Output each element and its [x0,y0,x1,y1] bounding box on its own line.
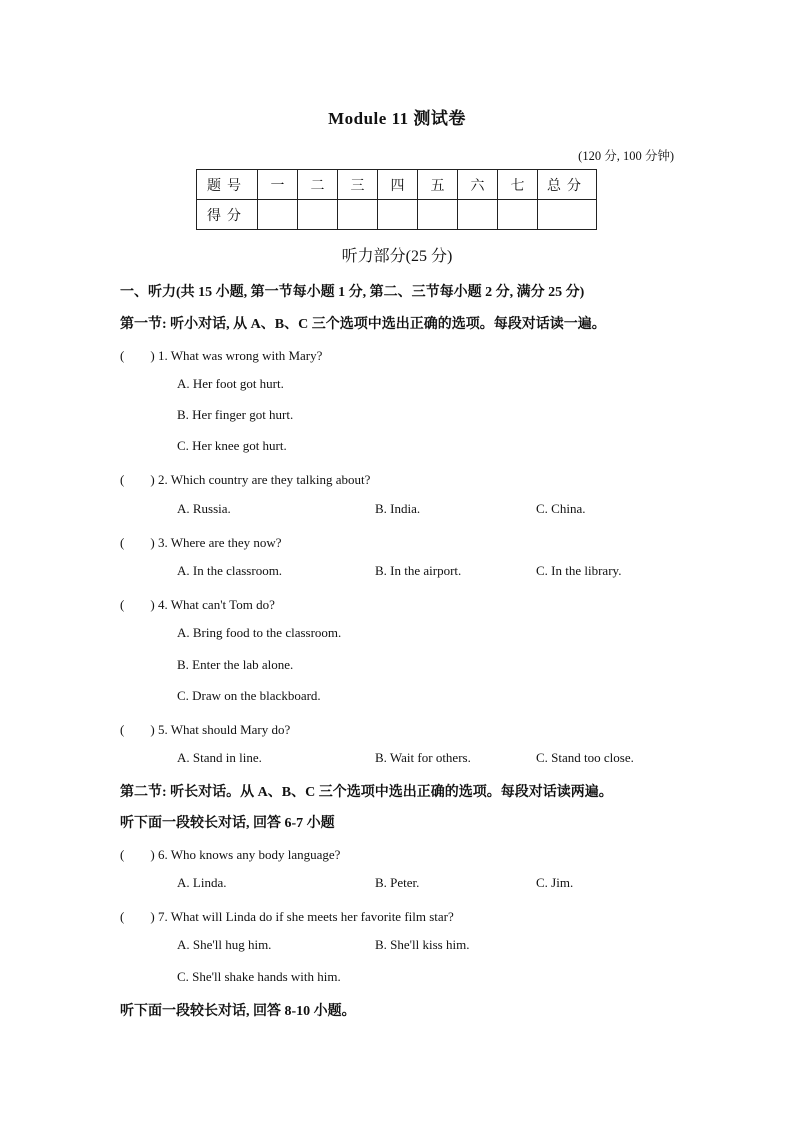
score-time-note: (120 分, 100 分钟) [578,149,674,163]
score-column-total: 总分 [538,170,597,200]
answer-blank[interactable]: ( ) [120,597,155,612]
question-text: 4. What can't Tom do? [158,597,275,612]
score-cell[interactable] [298,200,338,230]
score-cell[interactable] [458,200,498,230]
question-4 [120,594,275,613]
question-text: 2. Which country are they talking about? [158,472,371,487]
option-c: C. Stand too close. [536,750,634,765]
section1-heading: 第一节: 听小对话, 从 A、B、C 三个选项中选出正确的选项。每段对话读一遍。 [120,317,606,332]
option-a: A. In the classroom. [177,563,283,578]
score-cell[interactable] [338,200,378,230]
answer-blank[interactable]: ( ) [120,722,155,737]
answer-blank[interactable]: ( ) [120,847,155,862]
answer-blank[interactable]: ( ) [120,348,155,363]
answer-blank[interactable]: ( ) [120,535,155,550]
score-column-2: 二 [298,170,338,200]
option-a: A. Bring food to the classroom. [177,625,342,640]
question-text: 6. Who knows any body language? [158,847,341,862]
option-c: C. In the library. [536,563,622,578]
score-column-5: 五 [418,170,458,200]
option-c: C. Draw on the blackboard. [177,688,321,703]
score-column-6: 六 [458,170,498,200]
question-6 [120,844,340,863]
option-b: B. Peter. [375,875,420,890]
score-column-3: 三 [338,170,378,200]
question-text: 7. What will Linda do if she meets her favorite film star? [158,909,454,924]
dialog-6-7-heading: 听下面一段较长对话, 回答 6-7 小题 [120,816,335,831]
option-a: A. Stand in line. [177,750,262,765]
section2-heading: 第二节: 听长对话。从 A、B、C 三个选项中选出正确的选项。每段对话读两遍。 [120,785,613,800]
option-b: B. Her finger got hurt. [177,407,294,422]
score-cell[interactable] [258,200,298,230]
score-column-1: 一 [258,170,298,200]
question-1 [120,345,322,364]
option-b: B. India. [375,501,421,516]
option-a: A. She'll hug him. [177,937,272,952]
score-cell[interactable] [418,200,458,230]
score-cell[interactable] [498,200,538,230]
score-row-label: 得分 [197,200,258,230]
option-c: C. Her knee got hurt. [177,438,287,453]
listening-instructions: 一、听力(共 15 小题, 第一节每小题 1 分, 第二、三节每小题 2 分, 满分 25 分) [120,285,585,300]
option-b: B. In the airport. [375,563,462,578]
score-table [196,169,597,230]
option-c: C. China. [536,501,586,516]
question-3 [120,532,282,551]
option-a: A. Linda. [177,875,227,890]
score-column-7: 七 [498,170,538,200]
dialog-8-10-heading: 听下面一段较长对话, 回答 8-10 小题。 [120,1004,356,1019]
score-cell[interactable] [378,200,418,230]
question-5 [120,719,290,738]
option-a: A. Russia. [177,501,231,516]
option-b: B. She'll kiss him. [375,937,470,952]
score-cell[interactable] [538,200,597,230]
answer-blank[interactable]: ( ) [120,472,155,487]
question-text: 1. What was wrong with Mary? [158,348,323,363]
option-b: B. Enter the lab alone. [177,657,294,672]
option-a: A. Her foot got hurt. [177,376,284,391]
option-c: C. Jim. [536,875,574,890]
question-2 [120,469,370,488]
question-7 [120,906,454,925]
page-title: Module 11 测试卷 [328,109,466,128]
listening-part-title: 听力部分(25 分) [341,248,453,265]
score-table-row-label: 题号 [197,170,258,200]
question-text: 5. What should Mary do? [158,722,291,737]
score-table-header-row [197,170,597,200]
answer-blank[interactable]: ( ) [120,909,155,924]
option-b: B. Wait for others. [375,750,471,765]
score-table-score-row [197,200,597,230]
score-column-4: 四 [378,170,418,200]
option-c: C. She'll shake hands with him. [177,969,341,984]
question-text: 3. Where are they now? [158,535,282,550]
